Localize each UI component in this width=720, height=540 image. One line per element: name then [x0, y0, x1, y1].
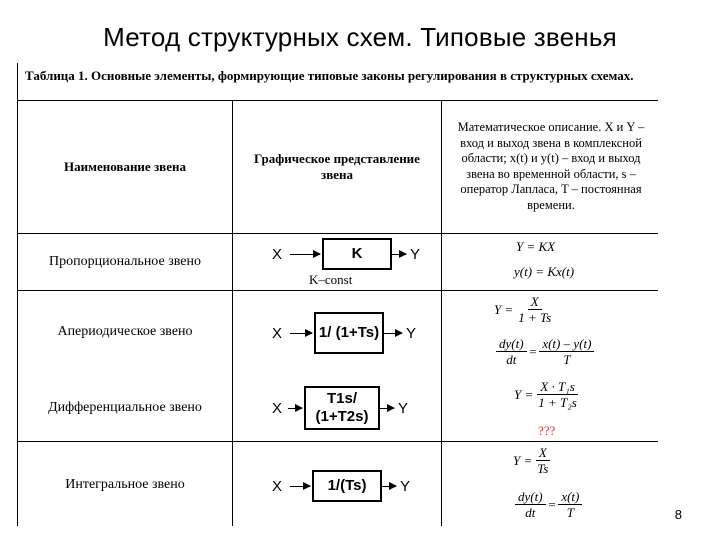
- arrow-out: [384, 333, 402, 334]
- input-label: X: [272, 399, 283, 417]
- header-math: Математическое описание. X и Y – вход и выход звена в комплексной области; x(t) и y(t) – вход и выход звена во временной области, s – оператор Лапласа, T – постоянная времени.: [457, 120, 645, 212]
- constant-note: K–const: [309, 272, 353, 287]
- table-rule: [17, 441, 658, 442]
- row-name-cell: [18, 465, 232, 505]
- output-label: Y: [400, 477, 411, 495]
- header-graphic: Графическое представление звена: [254, 150, 420, 182]
- block-diagram-integral: [272, 470, 410, 502]
- formula-y-kx: Y = KX: [516, 239, 556, 254]
- block-integral: 1/(Ts): [312, 470, 382, 502]
- header-math-cell: [444, 100, 658, 233]
- arrow-out: [392, 254, 406, 255]
- formula-integral-complex: Y = $\frac{X}{Ts}$: [513, 445, 549, 476]
- block-diagram-differential: [272, 386, 408, 430]
- block-diagram-aperiodic: [272, 312, 416, 354]
- row-name-integral: Интегральное звено: [65, 477, 185, 492]
- header-name-cell: [18, 100, 232, 233]
- block-aperiodic: 1/ (1+Ts): [314, 312, 384, 354]
- table-rule: [441, 100, 442, 526]
- row-name-cell: [18, 388, 232, 428]
- block-diagram-proportional: [272, 238, 420, 270]
- formula-aperiodic-complex: Y = $\frac{X}{1 + Ts}$: [494, 294, 552, 325]
- table-caption: Таблица 1. Основные элементы, формирующие типовые законы регулирования в структурных схемах.: [25, 68, 634, 83]
- unknown-note: ???: [538, 423, 556, 438]
- output-label: Y: [410, 245, 421, 263]
- arrow-out: [380, 408, 394, 409]
- input-label: X: [272, 324, 283, 342]
- arrow-in: [290, 254, 320, 255]
- header-graphic-cell: [233, 100, 441, 233]
- row-name-cell: [18, 312, 232, 352]
- input-label: X: [272, 245, 283, 263]
- arrow-in: [290, 333, 312, 334]
- arrow-in: [288, 408, 302, 409]
- formula-aperiodic-time: $\frac{dy(t)}{dt}$ = $\frac{x(t) - y(t)}{T}$: [494, 336, 596, 367]
- row-name-cell: [18, 233, 232, 290]
- formula-differential-complex: Y = $\frac{\text{X · T₁s}}{\text{1 + T₂s}}$: [514, 379, 577, 410]
- page-number: 8: [674, 507, 682, 522]
- row-name-aperiodic: Апериодическое звено: [57, 324, 193, 339]
- input-label: X: [272, 477, 283, 495]
- formula-yt-kxt: y(t) = Kx(t): [514, 264, 575, 279]
- output-label: Y: [398, 399, 409, 417]
- row-name-proportional: Пропорциональное звено: [49, 253, 201, 269]
- arrow-in: [290, 486, 310, 487]
- block-differential: T1s/ (1+T2s): [304, 386, 380, 430]
- arrow-out: [382, 486, 396, 487]
- row-name-differential: Дифференциальное звено: [48, 400, 202, 415]
- block-k: K: [322, 238, 392, 270]
- formula-integral-time: $\frac{dy(t)}{dt}$ = $\frac{x(t)}{T}$: [513, 489, 584, 520]
- output-label: Y: [406, 324, 417, 342]
- slide-title: Метод структурных схем. Типовые звенья: [103, 22, 617, 52]
- table-rule: [17, 290, 658, 291]
- header-name: Наименование звена: [64, 158, 186, 174]
